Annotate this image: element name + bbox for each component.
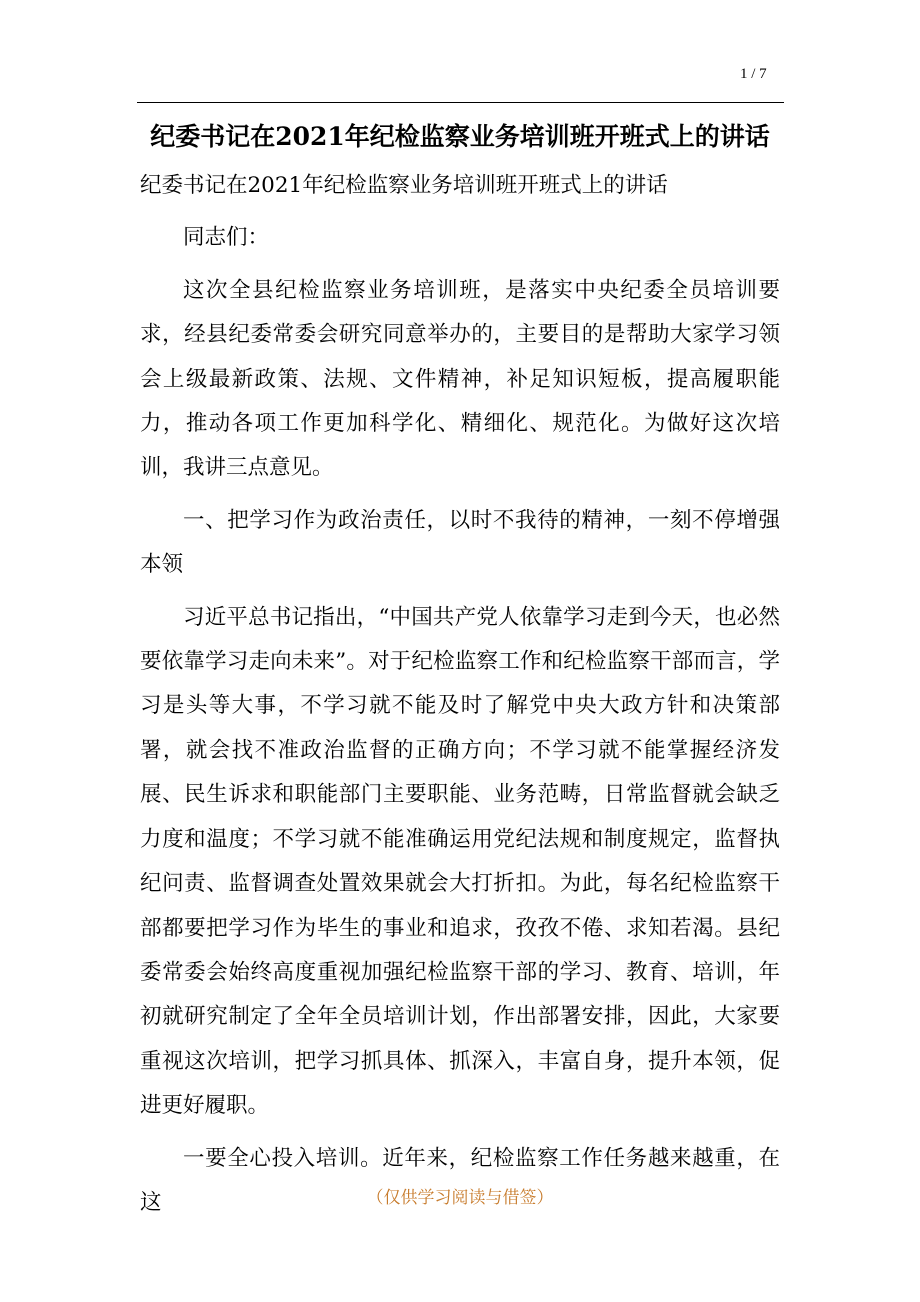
page-number: 1 / 7 bbox=[740, 66, 767, 82]
salutation: 同志们： bbox=[183, 225, 270, 251]
document-subtitle: 纪委书记在2021年纪检监察业务培训班开班式上的讲话 bbox=[140, 173, 668, 198]
document-title: 纪委书记在2021年纪检监察业务培训班开班式上的讲话 bbox=[150, 122, 770, 151]
paragraph: 这次全县纪检监察业务培训班，是落实中央纪委全员培训要求，经县纪委常委会研究同意举办的，主要目的是帮助大家学习领会上级最新政策、法规、文件精神，补足知识短板，提高履职能力，推动各项工作更加科学化、精细化、规范化。为做好这次培训，我讲三点意见。 bbox=[140, 277, 780, 481]
document-body bbox=[140, 164, 780, 1233]
footer-note: （仅供学习阅读与借签） bbox=[366, 1188, 554, 1208]
paragraph: 习近平总书记指出，“中国共产党人依靠学习走到今天，也必然要依靠学习走向未来”。对于纪检监察工作和纪检监察干部而言，学习是头等大事，不学习就不能及时了解党中央大政方针和决策部署，就会找不准政治监督的正确方向；不学习就不能掌握经济发展、民生诉求和职能部门主要职能、业务范畴，日常监督就会缺乏力度和温度；不学习就不能准确运用党纪法规和制度规定，监督执纪问责、监督调查处置效果就会大打折扣。为此，每名纪检监察干部都要把学习作为毕生的事业和追求，孜孜不倦、求知若渴。县纪委常委会始终高度重视加强纪检监察干部的学习、教育、培训，年初就研究制定了全年全员培训计划，作出部署安排，因此，大家要重视这次培训，把学习抓具体、抓深入，丰富自身，提升本领，促进更好履职。 bbox=[140, 604, 780, 1119]
header-divider bbox=[137, 102, 784, 103]
section-heading: 一、把学习作为政治责任，以时不我待的精神，一刻不停增强本领 bbox=[140, 507, 780, 578]
paragraph: 一要全心投入培训。近年来，纪检监察工作任务越来越重，在这 bbox=[140, 1145, 780, 1215]
